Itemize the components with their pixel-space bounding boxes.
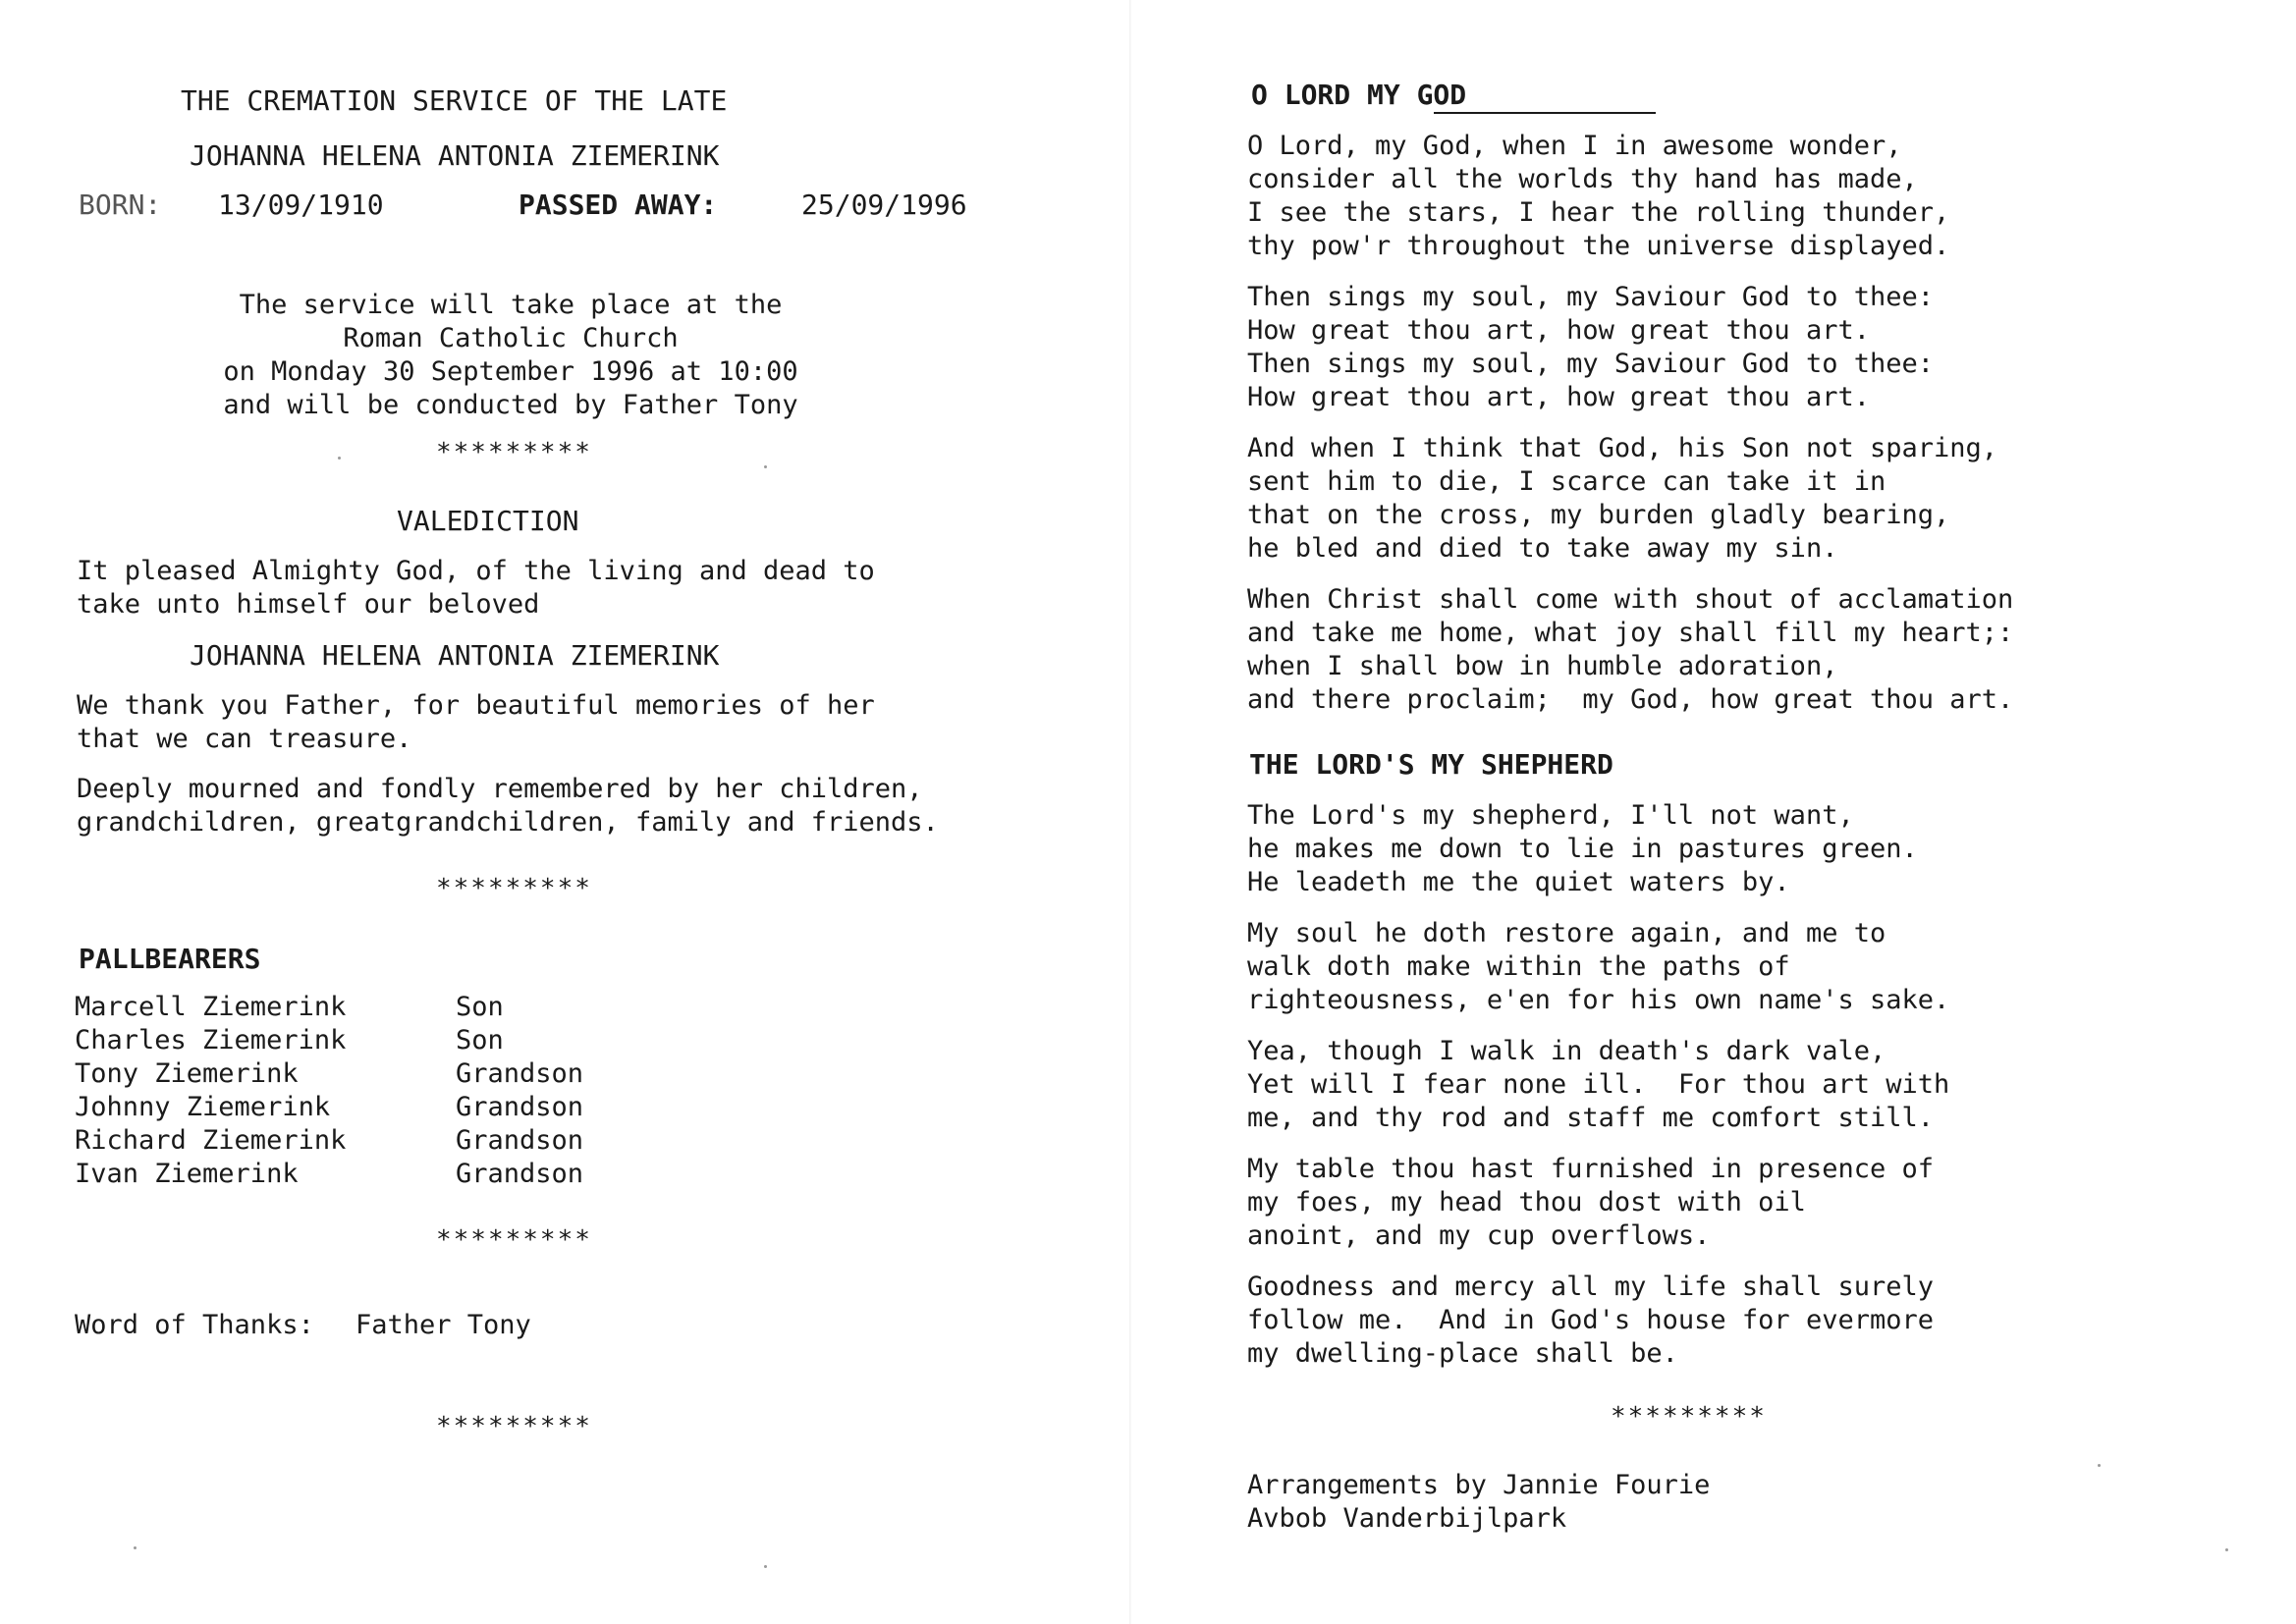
hymn2-verse5-line: Goodness and mercy all my life shall surely — [1247, 1272, 1934, 1302]
born-date: 13/09/1910 — [218, 189, 384, 221]
separator: ********* — [436, 1412, 592, 1441]
pallbearer-relation: Grandson — [456, 1125, 584, 1156]
hymn1-title-underline — [1434, 112, 1656, 114]
hymn1-verse3-line: that on the cross, my burden gladly bearing, — [1247, 500, 1950, 530]
hymn2-verse3-line: me, and thy rod and staff me comfort still. — [1247, 1103, 1934, 1133]
hymn1-verse1-line: consider all the worlds thy hand has made, — [1247, 164, 1918, 194]
pallbearer-relation: Grandson — [456, 1092, 584, 1122]
paper-speck — [764, 1565, 767, 1568]
hymn2-verse5-line: my dwelling-place shall be. — [1247, 1338, 1678, 1369]
hymn1-verse1-line: O Lord, my God, when I in awesome wonder, — [1247, 131, 1902, 161]
hymn2-verse2-line: walk doth make within the paths of — [1247, 951, 1790, 982]
pallbearer-relation: Grandson — [456, 1058, 584, 1089]
hymn2-verse5-line: follow me. And in God's house for evermore — [1247, 1305, 1934, 1335]
hymn2-verse3-line: Yea, though I walk in death's dark vale, — [1247, 1036, 1886, 1066]
hymn1-verse2-line: Then sings my soul, my Saviour God to thee: — [1247, 349, 1934, 379]
service-line-1: The service will take place at the — [239, 290, 783, 320]
separator: ********* — [436, 438, 592, 467]
separator: ********* — [436, 874, 592, 903]
valediction-name: JOHANNA HELENA ANTONIA ZIEMERINK — [190, 639, 720, 672]
hymn2-verse1-line: The Lord's my shepherd, I'll not want, — [1247, 800, 1854, 831]
service-title: THE CREMATION SERVICE OF THE LATE — [181, 84, 728, 117]
hymn2-verse2-line: righteousness, e'en for his own name's sake. — [1247, 985, 1950, 1015]
paper-speck — [134, 1546, 137, 1549]
mourned-line-1: Deeply mourned and fondly remembered by her children, — [77, 774, 923, 804]
pallbearers-heading: PALLBEARERS — [79, 943, 261, 975]
hymn2-title: THE LORD'S MY SHEPHERD — [1249, 748, 1613, 781]
pallbearer-name: Marcell Ziemerink — [75, 992, 347, 1022]
hymn1-verse4-line: and there proclaim; my God, how great thou art. — [1247, 684, 2014, 715]
hymn1-verse3-line: sent him to die, I scarce can take it in — [1247, 466, 1886, 497]
hymn1-verse4-line: When Christ shall come with shout of acclamation — [1247, 584, 2014, 615]
passed-away-label: PASSED AWAY: — [519, 189, 718, 221]
pallbearer-name: Johnny Ziemerink — [75, 1092, 331, 1122]
hymn1-verse1-line: I see the stars, I hear the rolling thunder, — [1247, 197, 1950, 228]
thanks-line-1: We thank you Father, for beautiful memories of her — [77, 690, 875, 721]
separator: ********* — [436, 1225, 592, 1255]
paper-speck — [764, 465, 767, 468]
service-line-4: and will be conducted by Father Tony — [223, 390, 798, 420]
hymn1-verse2-line: How great thou art, how great thou art. — [1247, 382, 1870, 412]
hymn1-title: O LORD MY GOD — [1251, 79, 1467, 111]
pallbearer-name: Charles Ziemerink — [75, 1025, 347, 1056]
passed-away-date: 25/09/1996 — [801, 189, 967, 221]
pallbearer-name: Tony Ziemerink — [75, 1058, 299, 1089]
left-page — [0, 0, 1129, 1624]
hymn2-verse1-line: He leadeth me the quiet waters by. — [1247, 867, 1790, 897]
word-of-thanks-value: Father Tony — [355, 1310, 531, 1340]
hymn1-verse4-line: when I shall bow in humble adoration, — [1247, 651, 1838, 681]
pallbearer-name: Richard Ziemerink — [75, 1125, 347, 1156]
pallbearer-relation: Son — [456, 1025, 504, 1056]
pallbearer-name: Ivan Ziemerink — [75, 1159, 299, 1189]
service-line-3: on Monday 30 September 1996 at 10:00 — [223, 356, 798, 387]
right-page — [1129, 0, 2296, 1624]
pallbearer-relation: Son — [456, 992, 504, 1022]
separator: ********* — [1611, 1402, 1767, 1432]
hymn2-verse4-line: anoint, and my cup overflows. — [1247, 1220, 1711, 1251]
valediction-line-1: It pleased Almighty God, of the living and dead to — [77, 556, 875, 586]
service-line-2: Roman Catholic Church — [343, 323, 679, 353]
pallbearer-relation: Grandson — [456, 1159, 584, 1189]
valediction-heading: VALEDICTION — [397, 505, 579, 537]
thanks-line-2: that we can treasure. — [77, 724, 412, 754]
hymn2-verse2-line: My soul he doth restore again, and me to — [1247, 918, 1886, 948]
hymn1-verse2-line: How great thou art, how great thou art. — [1247, 315, 1870, 346]
hymn2-verse4-line: My table thou hast furnished in presence of — [1247, 1154, 1934, 1184]
paper-speck — [338, 457, 341, 460]
valediction-line-2: take unto himself our beloved — [77, 589, 540, 620]
paper-speck — [2098, 1464, 2101, 1467]
hymn1-verse1-line: thy pow'r throughout the universe displayed. — [1247, 231, 1950, 261]
deceased-name: JOHANNA HELENA ANTONIA ZIEMERINK — [190, 139, 720, 172]
hymn1-verse3-line: he bled and died to take away my sin. — [1247, 533, 1838, 564]
hymn2-verse3-line: Yet will I fear none ill. For thou art with — [1247, 1069, 1950, 1100]
paper-speck — [2225, 1548, 2228, 1551]
hymn1-verse4-line: and take me home, what joy shall fill my heart;: — [1247, 618, 2014, 648]
arrangements-line-1: Arrangements by Jannie Fourie — [1247, 1470, 1711, 1500]
mourned-line-2: grandchildren, greatgrandchildren, family and friends. — [77, 807, 939, 838]
born-label: BORN: — [79, 189, 162, 221]
arrangements-line-2: Avbob Vanderbijlpark — [1247, 1503, 1567, 1534]
hymn1-verse3-line: And when I think that God, his Son not sparing, — [1247, 433, 1998, 463]
hymn2-verse1-line: he makes me down to lie in pastures green. — [1247, 834, 1918, 864]
word-of-thanks-label: Word of Thanks: — [75, 1310, 314, 1340]
hymn1-verse2-line: Then sings my soul, my Saviour God to thee: — [1247, 282, 1934, 312]
hymn2-verse4-line: my foes, my head thou dost with oil — [1247, 1187, 1806, 1218]
